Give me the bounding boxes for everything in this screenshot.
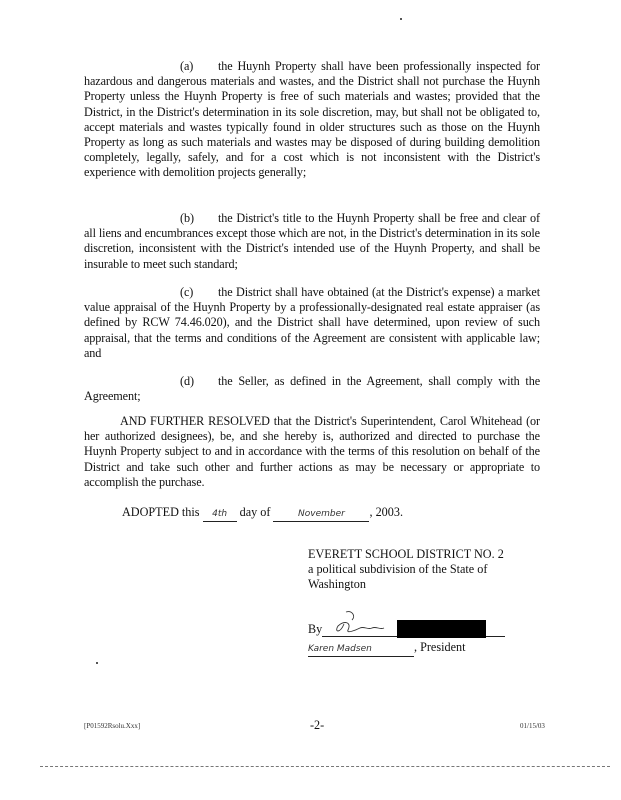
scan-speck xyxy=(400,18,402,20)
paragraph-b-text: the District's title to the Huynh Property shall be free and clear of all liens and encumbrances except those which are not, in the District's determination in its sole discretion, inconsistent with the District's intended use of the Huynh Property, and shall be insurable to meet such standard; xyxy=(84,211,540,271)
adopted-day-blank xyxy=(203,506,237,522)
adopted-prefix: ADOPTED this xyxy=(122,505,200,519)
paragraph-a-text: the Huynh Property shall have been professionally inspected for hazardous and dangerous materials and wastes, and the District shall not purchase the Huynh Property unless the Huynh Property is free of such materials and wastes; provided that the District, in the District's determination in its sole discretion, may, but shall not be obligated to, accept materials and wastes typically found in older structures such as those on the Huynh Property as long as such materials and wastes may be disposed of during building demolition completely, legally, safely, and for a cost which is not inconsistent with the District's experience with demolition projects generally; xyxy=(84,59,540,180)
footer-file-code: [P01592Rsolu.Xxx] xyxy=(84,722,141,730)
paragraph-a xyxy=(84,59,540,181)
handwritten-signature xyxy=(322,608,392,638)
resolution-text: AND FURTHER RESOLVED that the District's Superintendent, Carol Whitehead (or her authorized designees), be, and she hereby is, authorized and directed to purchase the Huynh Property subject to and in accordance with the terms of this resolution on behalf of the District and take such other and further actions as may be necessary or appropriate to accomplish the purchase. xyxy=(84,414,540,489)
signer-name: Karen Madsen xyxy=(308,643,414,657)
bottom-scan-rule xyxy=(40,766,610,767)
adopted-suffix: , 2003. xyxy=(369,505,403,519)
adoption-line xyxy=(122,505,403,522)
paragraph-d-text: the Seller, as defined in the Agreement, shall comply with the Agreement; xyxy=(84,374,540,404)
footer-date: 01/15/03 xyxy=(520,722,545,730)
paragraph-c-label: (c) xyxy=(180,285,194,299)
scan-speck xyxy=(96,662,98,664)
by-label: By xyxy=(308,622,323,636)
org-line-1: EVERETT SCHOOL DISTRICT NO. 2 xyxy=(308,547,504,561)
by-line xyxy=(308,622,322,637)
org-line-2: a political subdivision of the State of xyxy=(308,562,488,576)
adopted-month: November xyxy=(298,509,345,519)
paragraph-b xyxy=(84,211,540,272)
signature-organization xyxy=(308,547,504,592)
paragraph-b-label: (b) xyxy=(180,211,194,225)
paragraph-a-label: (a) xyxy=(180,59,194,73)
paragraph-d-label: (d) xyxy=(180,374,194,388)
paragraph-c-text: the District shall have obtained (at the District's expense) a market value appraisal of the Huynh Property by a professionally-designated real estate appraiser (as defined by RCW 74.46.020), and the District shall have determined, upon review of such appraisal, that the terms and conditions of the Agreement are consistent with applicable law; and xyxy=(84,285,540,360)
signer-line xyxy=(308,640,465,657)
paragraph-d xyxy=(84,374,540,404)
org-line-3: Washington xyxy=(308,577,366,591)
adopted-middle: day of xyxy=(239,505,271,519)
signer-title: , President xyxy=(414,640,466,654)
adopted-day: 4th xyxy=(212,509,228,519)
page-number: -2- xyxy=(310,718,325,732)
resolution-paragraph xyxy=(84,414,540,490)
paragraph-c xyxy=(84,285,540,361)
adopted-month-blank xyxy=(273,506,369,522)
redaction-box xyxy=(397,620,486,638)
